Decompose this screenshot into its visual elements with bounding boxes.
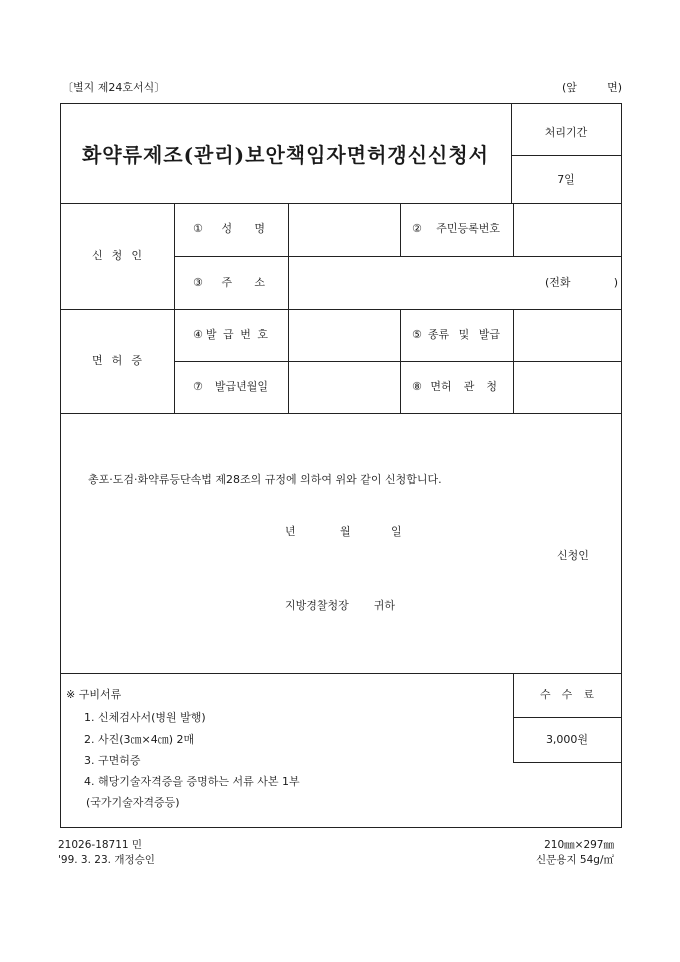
rule-line	[400, 309, 401, 413]
rule-line	[60, 673, 621, 674]
rule-line	[511, 103, 512, 203]
issue-number-value-cell	[289, 310, 400, 361]
issue-date-label: ⑦발급년월일	[193, 380, 268, 393]
resident-number-value-cell	[514, 204, 620, 256]
rule-line	[513, 717, 621, 718]
rule-line	[174, 203, 175, 413]
paper-size: 210㎜×297㎜	[544, 839, 614, 851]
date-year-label: 년	[285, 525, 296, 538]
license-type-issue-label: ⑤종류 및 발급	[412, 328, 500, 341]
processing-period-value: 7일	[557, 173, 575, 186]
name-label: ①성 명	[193, 222, 265, 235]
document-item-note: (국가기술자격증등)	[86, 796, 180, 809]
applicant-section-label: 신 청 인	[92, 249, 142, 262]
document-item: 4. 해당기술자격증을 증명하는 서류 사본 1부	[84, 775, 300, 788]
address-label: ③주 소	[193, 276, 265, 289]
issuing-office-label: ⑧면허 관 청	[412, 380, 497, 393]
name-value-cell	[289, 204, 400, 256]
processing-period-label: 처리기간	[544, 126, 588, 139]
license-type-value-cell	[514, 310, 620, 361]
document-item: 1. 신체검사서(병원 발행)	[84, 711, 206, 724]
approval-note: '99. 3. 23. 개정승인	[58, 854, 155, 866]
documents-heading: ※ 구비서류	[66, 688, 122, 701]
issue-date-value-cell	[289, 362, 400, 413]
declaration-statement: 총포·도검·화약류등단속법 제28조의 규정에 의하여 위와 같이 신청합니다.	[88, 473, 442, 486]
license-section-label: 면 허 증	[92, 354, 142, 367]
fee-label: 수 수 료	[540, 688, 594, 701]
phone-label: (전화 )	[545, 276, 618, 289]
date-month-label: 월	[340, 525, 351, 538]
form-title: 화약류제조(관리)보안책임자면허갱신신청서	[81, 143, 489, 167]
resident-number-label: ②주민등록번호	[412, 222, 500, 235]
date-day-label: 일	[391, 525, 402, 538]
applicant-signature-label: 신청인	[557, 549, 589, 562]
rule-line	[60, 413, 621, 414]
fee-amount: 3,000원	[545, 733, 589, 746]
page-side-label: (앞 면)	[562, 81, 622, 94]
issuing-office-value-cell	[514, 362, 620, 413]
paper-type: 신문용지 54g/㎡	[536, 854, 614, 866]
issue-number-label: ④발 급 번 호	[193, 328, 268, 341]
document-item: 3. 구면허증	[84, 754, 141, 767]
rule-line	[400, 203, 401, 256]
document-item: 2. 사진(3㎝×4㎝) 2매	[84, 733, 195, 746]
form-code: 21026-18711 민	[58, 839, 143, 851]
rule-line	[511, 155, 621, 156]
form-number: 〔별지 제24호서식〕	[62, 81, 166, 94]
rule-line	[513, 762, 621, 763]
addressee: 지방경찰청장 귀하	[285, 599, 395, 612]
